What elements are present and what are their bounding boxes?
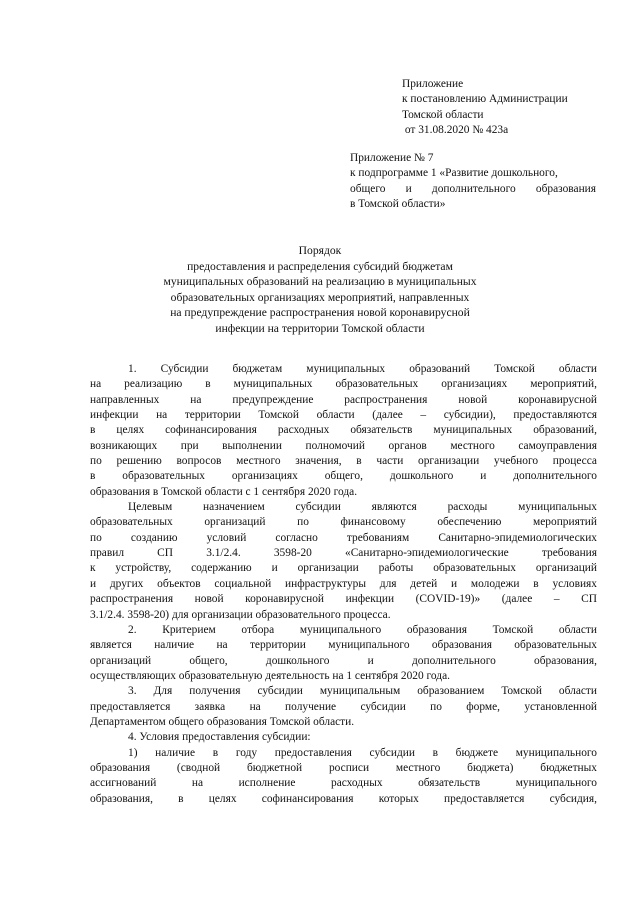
- body-line: в образовательных организациях общего, дошкольного и дополнительного: [90, 470, 597, 483]
- body-line: образования (сводной бюджетной росписи местного бюджета) бюджетных: [90, 761, 597, 774]
- appendix-header-decree: [402, 77, 612, 139]
- body-line: по решению вопросов местного значения, в части организации учебного процесса: [90, 455, 597, 468]
- body-line: организаций общего, дошкольного и дополнительного образования,: [90, 654, 597, 667]
- body-line: инфекции на территории Томской области (далее – субсидии), предоставляются: [90, 409, 597, 422]
- body-line: образовательных организаций по финансовому обеспечению мероприятий: [90, 516, 597, 529]
- body-line: направленных на предупреждение распространения новой коронавирусной: [90, 393, 597, 406]
- appendix-line: к постановлению Администрации: [402, 93, 568, 106]
- appendix-line: в Томской области»: [350, 198, 446, 211]
- body-line: 4. Условия предоставления субсидии:: [128, 731, 311, 744]
- body-line: 3. Для получения субсидии муниципальным образованием Томской области: [128, 685, 597, 698]
- appendix-line: Томской области: [402, 108, 484, 121]
- appendix-line: от 31.08.2020 № 423а: [402, 124, 509, 137]
- appendix-line: к подпрограмме 1 «Развитие дошкольного,: [350, 167, 558, 180]
- title-line: инфекции на территории Томской области: [215, 321, 425, 335]
- body-line: возникающих при выполнении полномочий органов местного самоуправления: [90, 439, 597, 452]
- body-line: Целевым назначением субсидии являются расходы муниципальных: [128, 501, 597, 514]
- body-line: 2. Критерием отбора муниципального образования Томской области: [128, 623, 597, 636]
- title-line: Порядок: [298, 244, 342, 257]
- body-line: образования в Томской области с 1 сентября 2020 года.: [90, 485, 358, 498]
- body-line: образования, в целях софинансирования которых предоставляется субсидия,: [90, 792, 597, 805]
- body-line: предоставляется заявка на получение субсидии по форме, установленной: [90, 700, 597, 713]
- body-line: в целях софинансирования расходных обязательств муниципальных образований,: [90, 424, 597, 437]
- body-line: на реализацию в муниципальных образовательных организациях мероприятий,: [90, 378, 597, 391]
- body-line: 3.1/2.4. 3598-20) для организации образовательного процесса.: [90, 608, 391, 621]
- appendix-header-subprogram: [350, 151, 596, 213]
- body-line: 1. Субсидии бюджетам муниципальных образований Томской области: [128, 363, 597, 375]
- document-body: [90, 362, 597, 807]
- body-line: по созданию условий согласно требованиям Санитарно-эпидемиологических: [90, 531, 597, 544]
- body-line: 1) наличие в году предоставления субсидии в бюджете муниципального: [128, 746, 597, 759]
- body-line: ассигнований на исполнение расходных обязательств муниципального: [90, 777, 597, 790]
- title-line: предоставления и распределения субсидий бюджетам: [187, 259, 453, 273]
- body-line: правил СП 3.1/2.4. 3598-20 «Санитарно-эпидемиологические требования: [90, 547, 597, 560]
- body-line: к устройству, содержанию и организации работы образовательных организаций: [90, 562, 597, 575]
- title-line: образовательных организациях мероприятий, направленных: [170, 290, 470, 304]
- title-line: муниципальных образований на реализацию в муниципальных: [163, 275, 477, 289]
- document-title: [90, 243, 550, 337]
- body-line: осуществляющих образовательную деятельность на 1 сентября 2020 года.: [90, 669, 450, 682]
- appendix-line: Приложение: [402, 78, 464, 90]
- body-line: и других объектов социальной инфраструктуры для детей и молодежи в условиях: [90, 577, 597, 590]
- body-line: является наличие на территории муниципального образования образовательных: [90, 639, 597, 652]
- body-line: Департаментом общего образования Томской области.: [90, 715, 355, 728]
- title-line: на предупреждение распространения новой коронавирусной: [170, 306, 470, 320]
- appendix-line: Приложение № 7: [350, 152, 434, 164]
- body-line: распространения новой коронавирусной инфекции (COVID-19)» (далее – СП: [90, 593, 597, 606]
- appendix-line: общего и дополнительного образования: [350, 182, 596, 195]
